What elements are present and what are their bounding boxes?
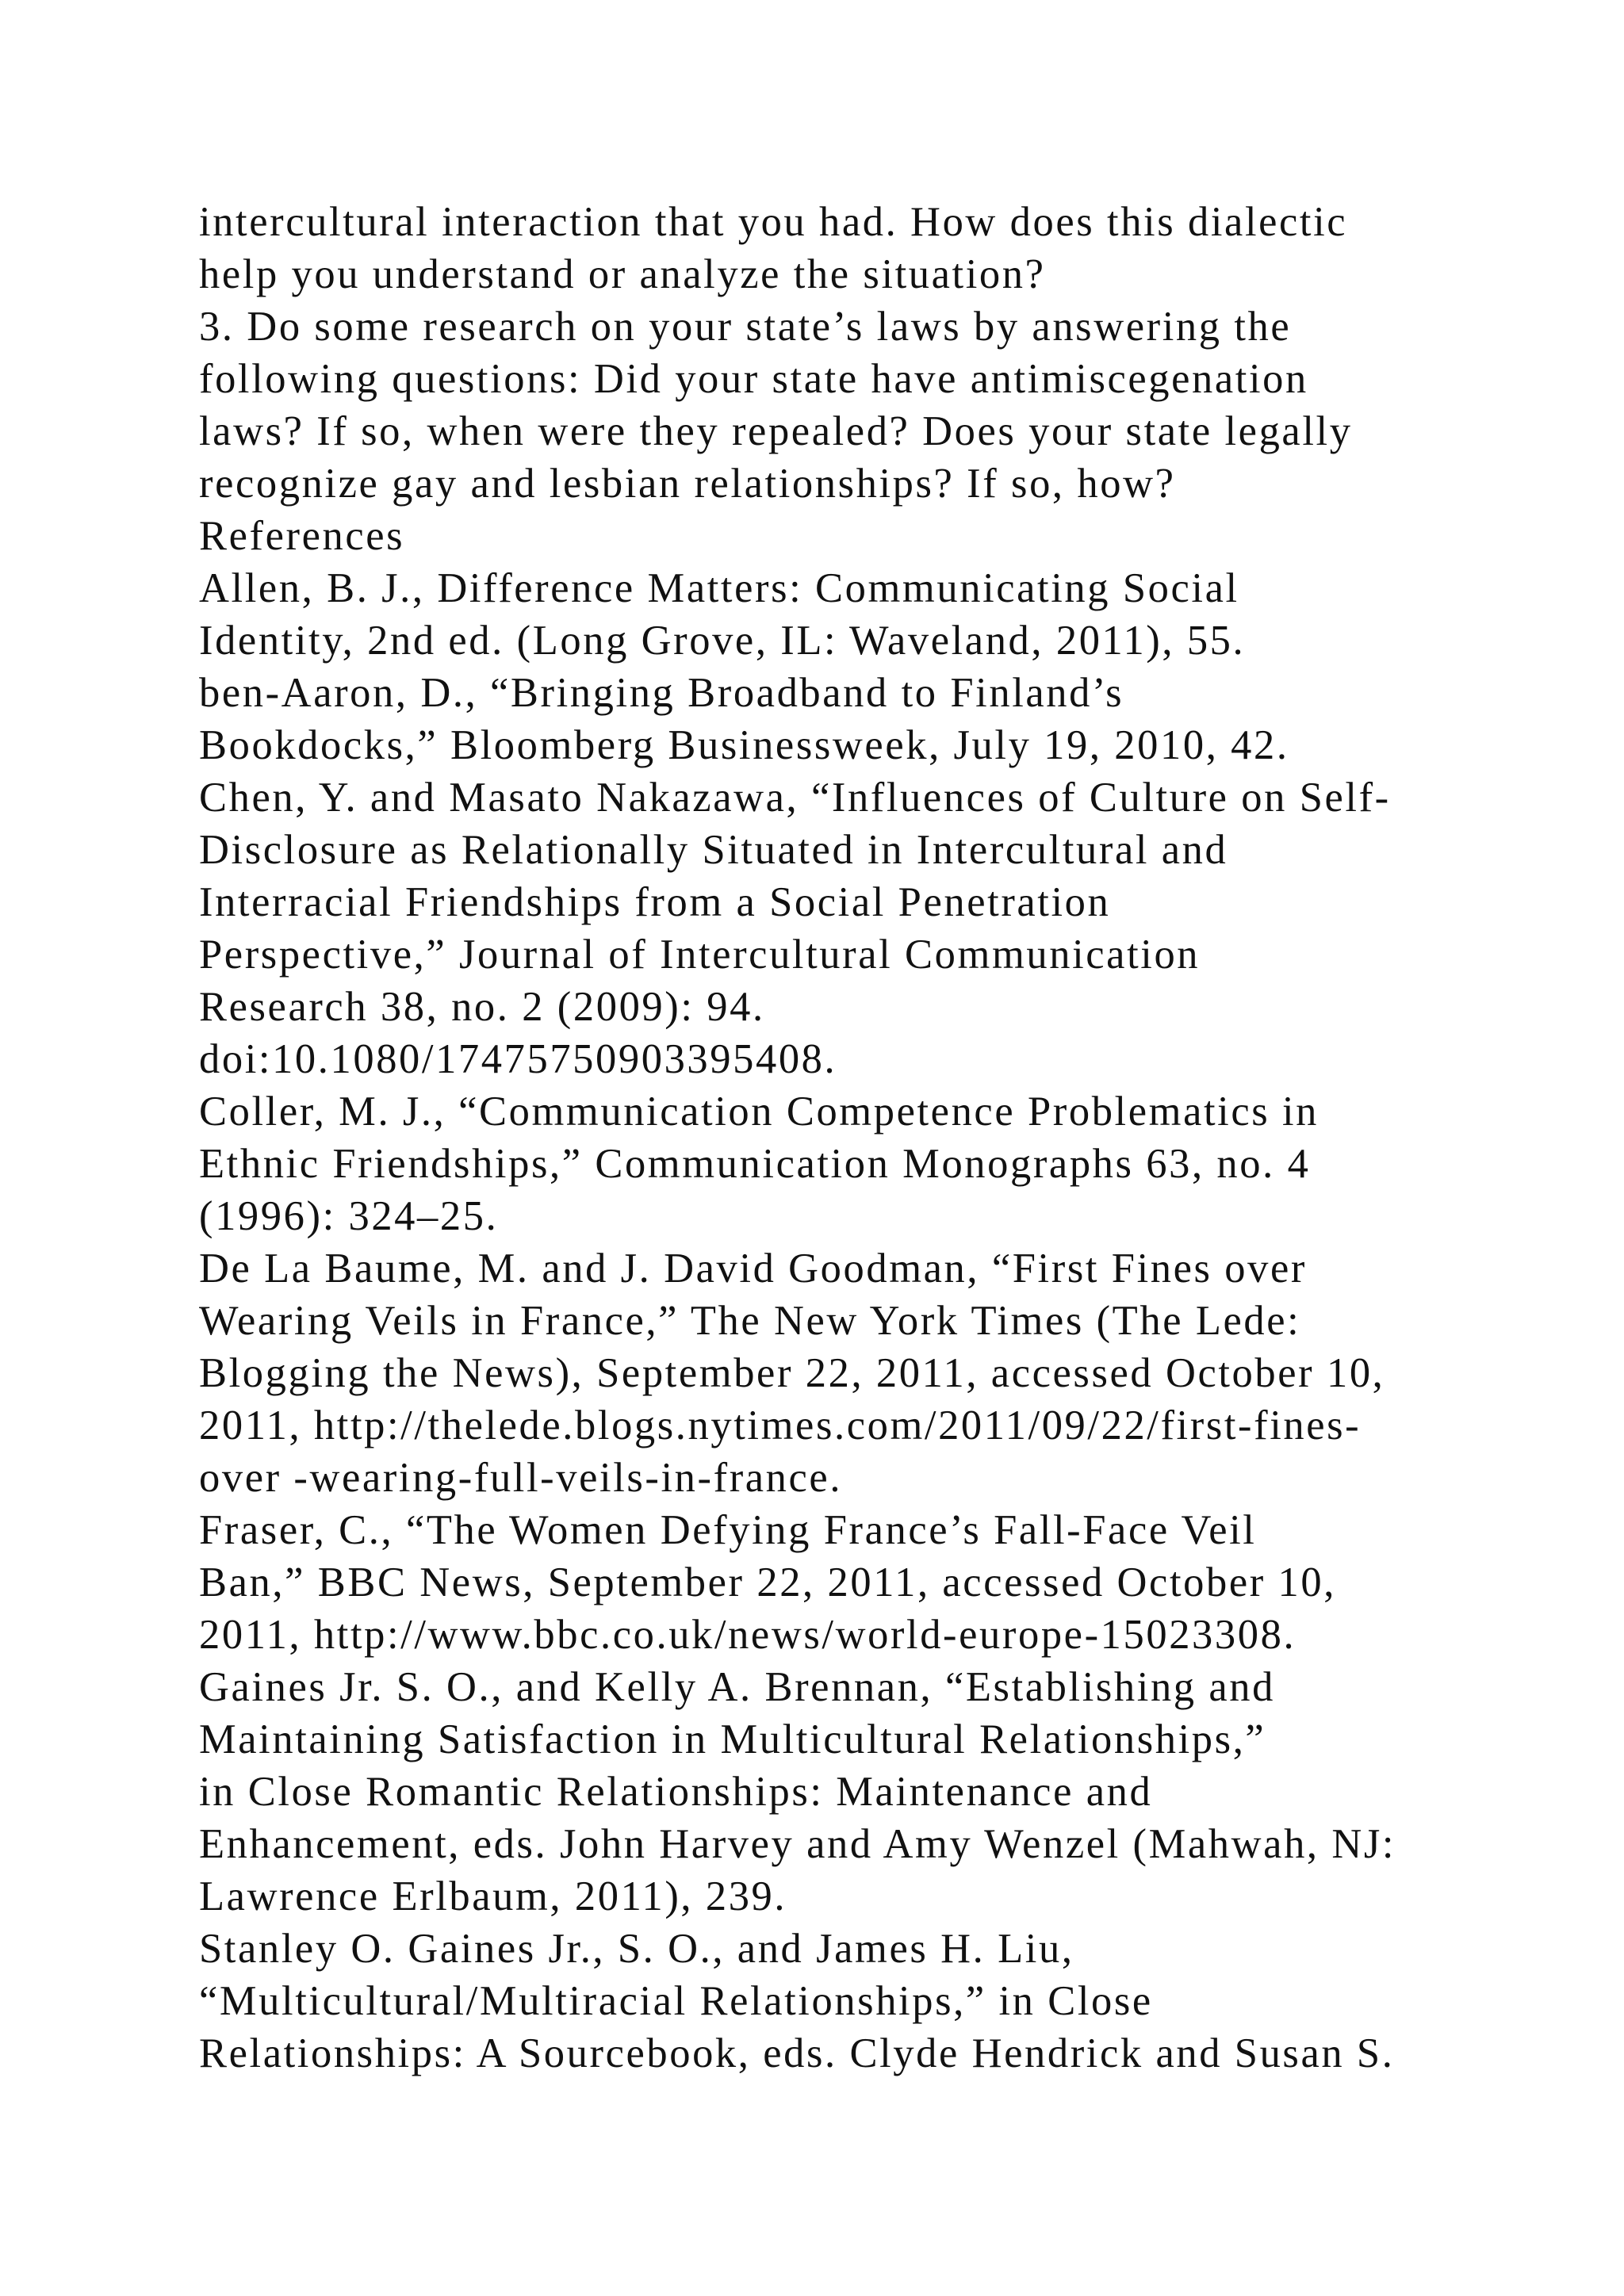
reference-line: Identity, 2nd ed. (Long Grove, IL: Waveland, 2011), 55. [199, 618, 1246, 664]
reference-line: Allen, B. J., Difference Matters: Communicating Social [199, 565, 1239, 611]
text-line: 3. Do some research on your state’s laws by answering the [199, 304, 1292, 350]
references-heading: References [199, 513, 405, 559]
text-line: following questions: Did your state have antimiscegenation [199, 356, 1308, 402]
reference-line: Bookdocks,” Bloomberg Businessweek, July 19, 2010, 42. [199, 722, 1289, 768]
reference-line: Interracial Friendships from a Social Penetration [199, 879, 1111, 925]
reference-line: ben-Aaron, D., “Bringing Broadband to Finland’s [199, 670, 1124, 716]
text-line: recognize gay and lesbian relationships? If so, how? [199, 461, 1176, 507]
reference-line: doi:10.1080/17475750903395408. [199, 1036, 837, 1082]
reference-line: over -wearing-full-veils-in-france. [199, 1455, 843, 1501]
reference-line: Wearing Veils in France,” The New York Times (The Lede: [199, 1298, 1301, 1344]
reference-line: Gaines Jr. S. O., and Kelly A. Brennan, “Establishing and [199, 1664, 1275, 1710]
reference-line: De La Baume, M. and J. David Goodman, “First Fines over [199, 1246, 1307, 1292]
reference-line: Maintaining Satisfaction in Multicultural Relationships,” [199, 1716, 1266, 1762]
text-line: intercultural interaction that you had. How does this dialectic [199, 199, 1348, 245]
reference-line: Disclosure as Relationally Situated in Intercultural and [199, 827, 1228, 873]
reference-line: Blogging the News), September 22, 2011, accessed October 10, [199, 1350, 1385, 1396]
reference-line: Stanley O. Gaines Jr., S. O., and James H. Liu, [199, 1926, 1074, 1972]
reference-line: Coller, M. J., “Communication Competence Problematics in [199, 1089, 1320, 1135]
reference-line: Ethnic Friendships,” Communication Monographs 63, no. 4 [199, 1141, 1311, 1187]
document-text [199, 196, 1595, 2080]
reference-line: Chen, Y. and Masato Nakazawa, “Influences of Culture on Self- [199, 775, 1391, 821]
reference-line: Perspective,” Journal of Intercultural Communication [199, 932, 1201, 978]
reference-line: Ban,” BBC News, September 22, 2011, accessed October 10, [199, 1559, 1336, 1605]
reference-line: Relationships: A Sourcebook, eds. Clyde Hendrick and Susan S. [199, 2030, 1395, 2076]
reference-line: in Close Romantic Relationships: Maintenance and [199, 1769, 1153, 1815]
reference-line: 2011, http://www.bbc.co.uk/news/world-europe-15023308. [199, 1612, 1297, 1658]
reference-line: Enhancement, eds. John Harvey and Amy Wenzel (Mahwah, NJ: [199, 1821, 1396, 1867]
reference-line: “Multicultural/Multiracial Relationships,” in Close [199, 1978, 1153, 2024]
reference-line: Research 38, no. 2 (2009): 94. [199, 984, 765, 1030]
reference-line: 2011, http://thelede.blogs.nytimes.com/2011/09/22/first-fines- [199, 1402, 1362, 1448]
reference-line: Lawrence Erlbaum, 2011), 239. [199, 1873, 787, 1919]
text-line: help you understand or analyze the situation? [199, 251, 1046, 297]
reference-line: Fraser, C., “The Women Defying France’s Fall-Face Veil [199, 1507, 1257, 1553]
reference-line: (1996): 324–25. [199, 1193, 499, 1239]
text-line: laws? If so, when were they repealed? Does your state legally [199, 408, 1353, 454]
